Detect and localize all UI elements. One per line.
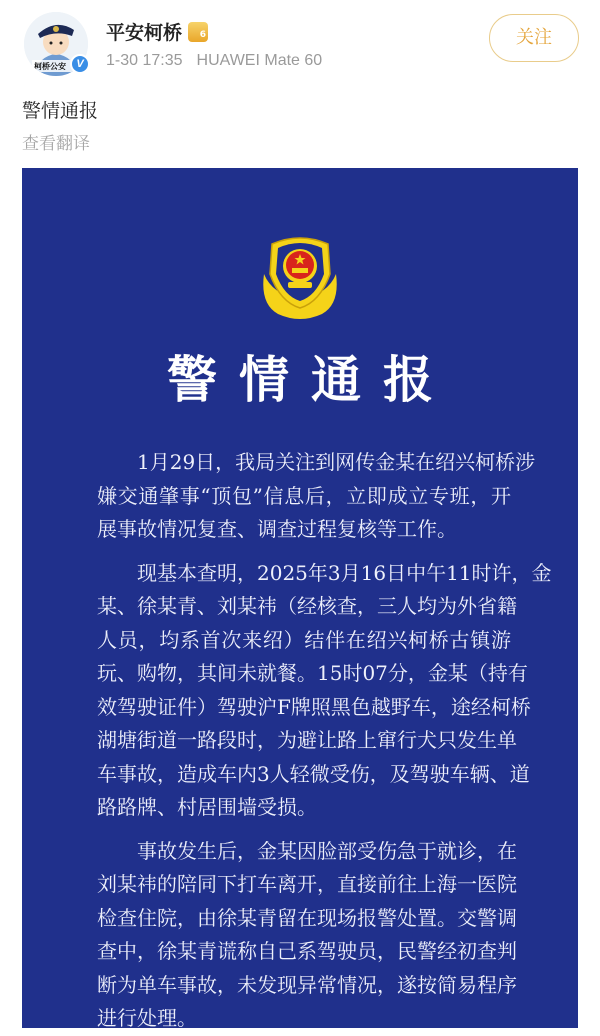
notice-line: 某、徐某青、刘某祎（经核查，三人均为外省籍 <box>97 594 517 618</box>
post-meta <box>106 52 322 70</box>
author-row <box>106 18 208 45</box>
notice-line: 查中，徐某青谎称自己系驾驶员，民警经初查判 <box>97 939 517 963</box>
post-text: 警情通报 <box>22 100 99 122</box>
notice-paragraph <box>97 835 517 1036</box>
notice-line: 路路牌、村居围墙受损。 <box>97 795 317 819</box>
notice-line: 检查住院，由徐某青留在现场报警处置。交警调 <box>97 905 517 930</box>
notice-line: 嫌交通肇事“顶包”信息后，立即成立专班，开 <box>97 483 511 508</box>
notice-line: 湖塘街道一路段时，为避让路上窜行犬只发生单 <box>97 728 517 752</box>
notice-line: 人员，均系首次来绍）结伴在绍兴柯桥古镇游 <box>97 627 511 652</box>
notice-line: 1月29日，我局关注到网传金某在绍兴柯桥涉 <box>137 450 536 474</box>
notice-line: 玩、购物，其间未就餐。15时07分，金某（持有 <box>97 661 528 685</box>
notice-body <box>97 446 552 1036</box>
notice-line: 进行处理。 <box>97 1006 197 1030</box>
notice-paragraph <box>97 446 536 547</box>
notice-line: 现基本查明，2025年3月16日中午11时许，金 <box>137 560 552 585</box>
notice-line: 事故发生后，金某因脸部受伤急于就诊，在 <box>137 838 517 863</box>
police-emblem-icon <box>258 234 342 320</box>
notice-line: 车事故，造成车内3人轻微受伤，及驾驶车辆、道 <box>97 761 530 786</box>
translate-link[interactable]: 查看翻译 <box>22 134 90 154</box>
verified-badge-icon: V <box>70 54 90 74</box>
post-time: 1-30 17:35 <box>106 52 183 69</box>
notice-line: 展事故情况复查、调查过程复核等工作。 <box>97 517 457 541</box>
notice-line: 效驾驶证件）驾驶沪F牌照黑色越野车，途经柯桥 <box>97 694 531 719</box>
notice-line: 刘某祎的陪同下打车离开，直接前往上海一医院 <box>97 872 517 896</box>
notice-paragraph <box>97 557 552 825</box>
notice-image[interactable] <box>22 168 578 1028</box>
avatar-caption: 柯桥公安 <box>34 62 66 71</box>
post-device: HUAWEI Mate 60 <box>196 52 323 69</box>
crown-level-icon: 6 <box>188 22 208 42</box>
author-name[interactable]: 平安柯桥 <box>106 22 183 44</box>
follow-button[interactable]: 关注 <box>489 14 579 62</box>
notice-line: 断为单车事故，未发现异常情况，遂按简易程序 <box>97 972 517 997</box>
notice-title: 警情通报 <box>167 350 455 409</box>
